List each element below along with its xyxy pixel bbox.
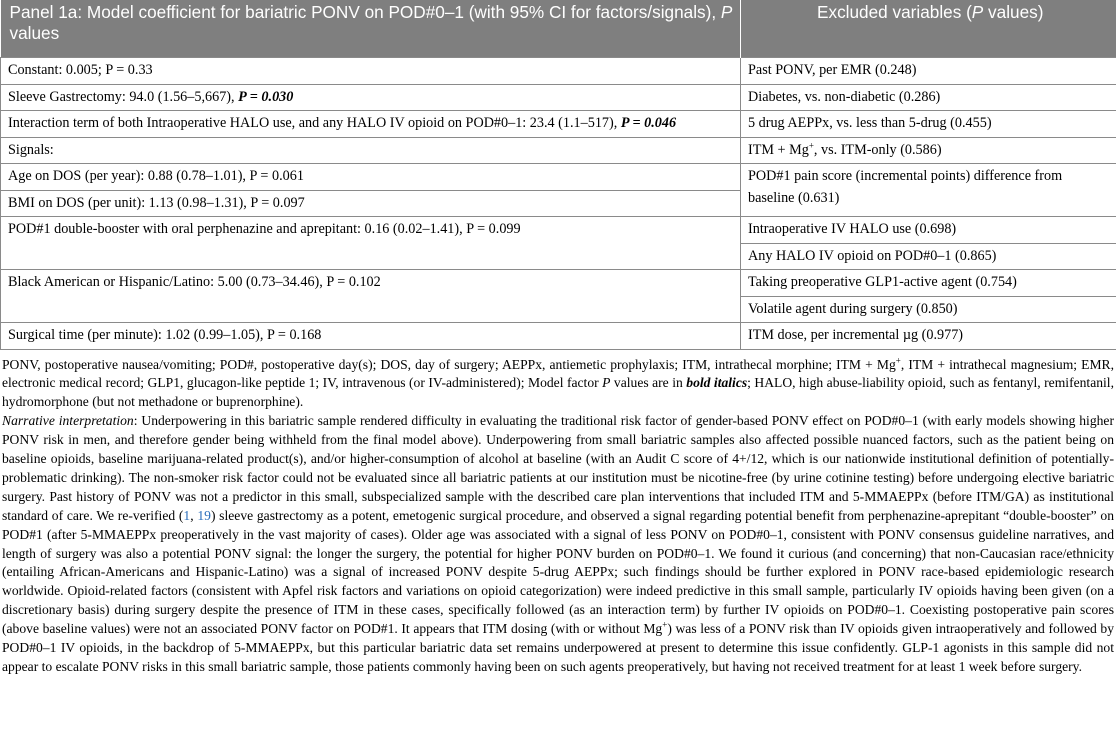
- cell-sleeve-gastrectomy: Sleeve Gastrectomy: 94.0 (1.56–5,667), P = 0.030: [1, 84, 741, 111]
- cell-halo-use: Intraoperative IV HALO use (0.698): [741, 217, 1116, 244]
- cell-double-booster: POD#1 double-booster with oral perphenazine and aprepitant: 0.16 (0.02–1.41), P = 0.099: [1, 217, 741, 270]
- cell-aeppx: 5 drug AEPPx, vs. less than 5-drug (0.455): [741, 111, 1116, 138]
- table-header-row: [1, 0, 1116, 58]
- header-model-coefficient: Panel 1a: Model coefficient for bariatric PONV on POD#0–1 (with 95% CI for factors/signals), P values: [1, 0, 741, 58]
- table-row: [1, 58, 1116, 85]
- cell-race: Black American or Hispanic/Latino: 5.00 (0.73–34.46), P = 0.102: [1, 270, 741, 323]
- cell-halo-opioid: Any HALO IV opioid on POD#0–1 (0.865): [741, 243, 1116, 270]
- cell-volatile: Volatile agent during surgery (0.850): [741, 296, 1116, 323]
- cell-past-ponv: Past PONV, per EMR (0.248): [741, 58, 1116, 85]
- table-footnotes: [0, 350, 1116, 677]
- table-row: [1, 217, 1116, 244]
- cell-surgical-time: Surgical time (per minute): 1.02 (0.99–1.05), P = 0.168: [1, 323, 741, 350]
- cell-itm-dose: ITM dose, per incremental µg (0.977): [741, 323, 1116, 350]
- cell-pain-score: POD#1 pain score (incremental points) difference from baseline (0.631): [741, 164, 1116, 217]
- cell-age: Age on DOS (per year): 0.88 (0.78–1.01), P = 0.061: [1, 164, 741, 191]
- reference-link-1[interactable]: 1: [183, 507, 191, 523]
- table-row: [1, 164, 1116, 191]
- coefficient-table: [0, 0, 1116, 350]
- table-row: [1, 84, 1116, 111]
- narrative-interpretation: Narrative interpretation: Underpowering in this bariatric sample rendered difficulty in evaluating the traditional risk factor of gender-based PONV effect on POD#0–1 (with early models showing higher PONV risk in men, and therefore gender being withheld from the final model above). Underpowering from small bariatric samples also affected possible nuanced factors, such as the patient being on baseline opioids, baseline marijuana-related product(s), and/or higher-consumption of alcohol at baseline (with an Audit C score of 4+/12, which is our nationwide institutional definition of potentially-problematic drinking). The non-smoker risk factor could not be evaluated since all bariatric patients at our institution must be nicotine-free (by urine cotinine testing) before undergoing elective bariatric surgery. Past history of PONV was not a predictor in this small, subspecialized sample with the described care plan interventions that included ITM and 5-MMAEPPx (before ITM/GA) as institutional standard of care. We re-verified (1, 19) sleeve gastrectomy as a potent, emetogenic surgical procedure, and observed a signal regarding potential benefit from perphenazine-aprepitant “double-booster” on POD#1 (after 5-MMAEPPx preoperatively in the vast majority of cases). Older age was associated with a signal of less PONV on POD#0–1, consistent with PONV consensus guideline narratives, and length of surgery was also a potential PONV signal: the longer the surgery, the potential for higher PONV burden on POD#0–1. We found it curious (and concerning) that non-Caucasian race/ethnicity (entailing African-Americans and Hispanic-Latino) was a signal of increased PONV despite 5-drug AEPPx; such findings should be further explored in PONV race-based epidemiologic research worldwide. Opioid-related factors (consistent with Apfel risk factors and variations on opioid categorization) were indeed predictive in this small sample, particularly IV opioids having been given (on a discretionary basis) during surgery despite the presence of ITM in these cases, specifically followed (as an interaction term) by further IV opioids on POD#0–1. Coexisting postoperative pain scores (above baseline values) were not an associated PONV factor on POD#1. It appears that ITM dosing (with or without Mg+) was less of a PONV risk than IV opioids given intraoperatively and followed by POD#0–1 IV opioids, in the backdrop of 5-MMAEPPx, but this particular bariatric data set remains underpowered at present to determine this issue confidently. GLP-1 agonists in this sample did not appear to escalate PONV risks in this small bariatric sample, those patients commonly having been on such agents preoperatively, but having not received treatment for at least 1 week before surgery.: [2, 413, 1115, 674]
- cell-diabetes: Diabetes, vs. non-diabetic (0.286): [741, 84, 1116, 111]
- cell-bmi: BMI on DOS (per unit): 1.13 (0.98–1.31), P = 0.097: [1, 190, 741, 217]
- header-excluded-variables: Excluded variables (P values): [741, 0, 1116, 58]
- reference-link-19[interactable]: 19: [197, 507, 211, 523]
- cell-signals: Signals:: [1, 137, 741, 164]
- cell-glp1: Taking preoperative GLP1-active agent (0.754): [741, 270, 1116, 297]
- table-row: [1, 323, 1116, 350]
- cell-itm-mg: ITM + Mg+, vs. ITM-only (0.586): [741, 137, 1116, 164]
- cell-interaction-term: Interaction term of both Intraoperative HALO use, and any HALO IV opioid on POD#0–1: 23.4 (1.1–517), P = 0.046: [1, 111, 741, 138]
- table-row: [1, 137, 1116, 164]
- abbreviations-note: PONV, postoperative nausea/vomiting; POD#, postoperative day(s); DOS, day of surgery; AEPPx, antiemetic prophylaxis; ITM, intrathecal morphine; ITM + Mg+, ITM + intrathecal magnesium; EMR, electronic medical record; GLP1, glucagon-like peptide 1; IV, intravenous (or IV-administered); Model factor P values are in bold italics; HALO, high abuse-liability opioid, such as fentanyl, remifentanil, hydromorphone (but not methadone or buprenorphine).: [2, 354, 1114, 410]
- cell-constant: Constant: 0.005; P = 0.33: [1, 58, 741, 85]
- table-row: [1, 111, 1116, 138]
- table-row: [1, 270, 1116, 297]
